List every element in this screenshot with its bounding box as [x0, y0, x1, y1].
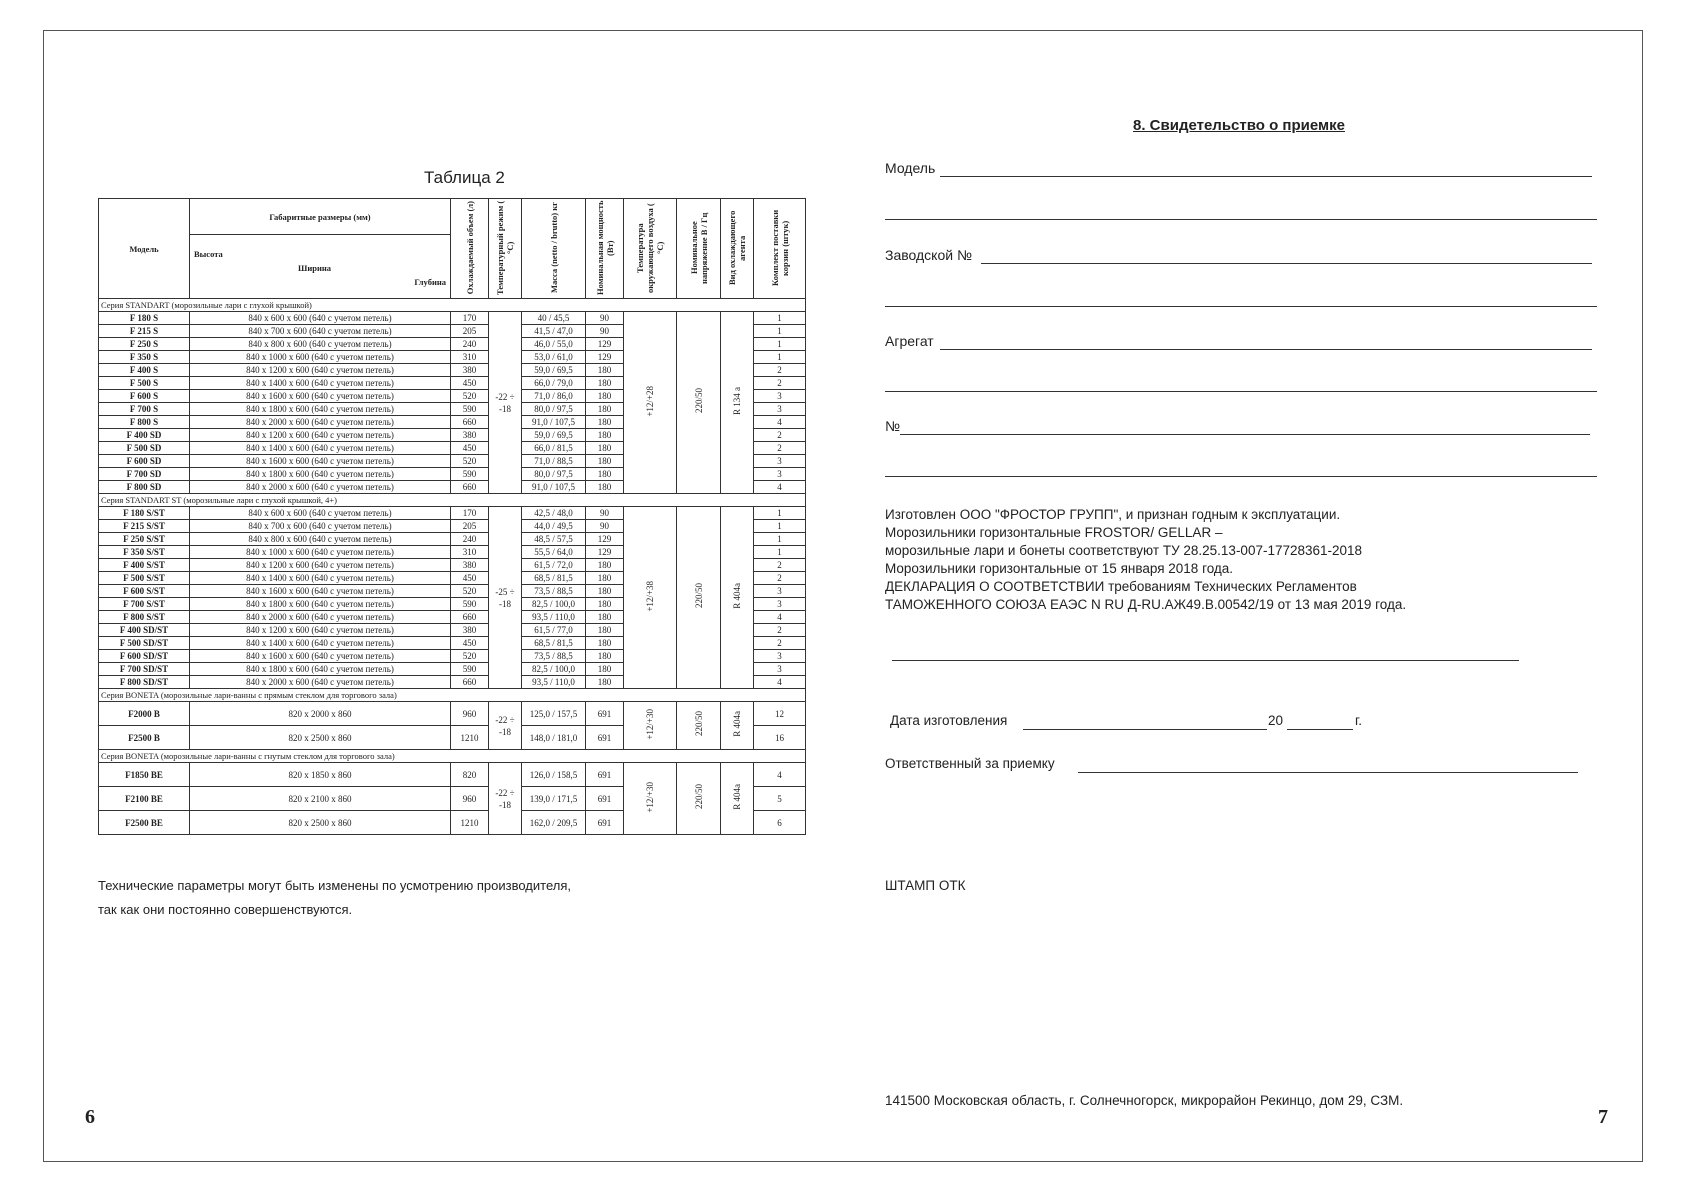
- dims-cell: 840 х 1600 х 600 (640 с учетом петель): [190, 585, 451, 598]
- conformity-line: ДЕКЛАРАЦИЯ О СООТВЕТСТВИИ требованиям Технических Регламентов: [885, 579, 1357, 594]
- power-cell: 90: [586, 325, 624, 338]
- volume-cell: 450: [451, 572, 489, 585]
- volume-cell: 960: [451, 702, 489, 726]
- model-cell: F 600 S/ST: [99, 585, 190, 598]
- mass-cell: 126,0 / 158,5: [522, 763, 586, 787]
- baskets-cell: 1: [754, 520, 806, 533]
- voltage-cell: [677, 702, 721, 750]
- model-cell: F1850 BE: [99, 763, 190, 787]
- dims-cell: 840 х 600 х 600 (640 с учетом петель): [190, 312, 451, 325]
- voltage-cell: [677, 312, 721, 494]
- header-volume: Охлаждаемый объем (л): [451, 199, 489, 299]
- power-cell: 180: [586, 429, 624, 442]
- dims-cell: 840 х 1400 х 600 (640 с учетом петель): [190, 442, 451, 455]
- dims-cell: 840 х 1200 х 600 (640 с учетом петель): [190, 364, 451, 377]
- baskets-cell: 1: [754, 351, 806, 364]
- baskets-cell: 3: [754, 455, 806, 468]
- dims-cell: 820 х 1850 х 860: [190, 763, 451, 787]
- volume-cell: 660: [451, 416, 489, 429]
- date-year-prefix: 20: [1268, 713, 1284, 728]
- mass-cell: 61,5 / 77,0: [522, 624, 586, 637]
- refrigerant-cell: [721, 702, 754, 750]
- power-cell: 180: [586, 403, 624, 416]
- power-cell: 180: [586, 455, 624, 468]
- temp-mode-cell: -22 ÷ -18: [489, 763, 522, 835]
- dims-cell: 840 х 800 х 600 (640 с учетом петель): [190, 338, 451, 351]
- dims-cell: 840 х 1200 х 600 (640 с учетом петель): [190, 624, 451, 637]
- header-voltage: Номинальное напряжение В / Гц: [677, 199, 721, 299]
- volume-cell: 240: [451, 533, 489, 546]
- header-power: Номинальная мощность (Вт): [586, 199, 624, 299]
- volume-cell: 450: [451, 442, 489, 455]
- series-title: Серия BONETA (морозильные лари-ванны с гнутым стеклом для торгового зала): [99, 750, 806, 763]
- volume-cell: 590: [451, 468, 489, 481]
- baskets-cell: 6: [754, 811, 806, 835]
- header-dims-sub: [190, 235, 451, 299]
- volume-cell: 520: [451, 585, 489, 598]
- volume-cell: 170: [451, 507, 489, 520]
- refrigerant-value: R 134 a: [732, 387, 742, 415]
- model-cell: F2100 BE: [99, 787, 190, 811]
- note-line-1: Технические параметры могут быть изменены по усмотрению производителя,: [98, 878, 571, 893]
- temp-mode-cell: -22 ÷ -18: [489, 702, 522, 750]
- volume-cell: 380: [451, 624, 489, 637]
- power-cell: 691: [586, 702, 624, 726]
- dims-cell: 840 х 1600 х 600 (640 с учетом петель): [190, 455, 451, 468]
- model-cell: F 250 S: [99, 338, 190, 351]
- voltage-cell: [677, 763, 721, 835]
- dims-cell: 840 х 2000 х 600 (640 с учетом петель): [190, 676, 451, 689]
- ambient-value: +12/+30: [645, 781, 655, 813]
- blank-line-5: [892, 660, 1519, 661]
- power-cell: 180: [586, 559, 624, 572]
- model-cell: F 700 SD: [99, 468, 190, 481]
- table-row: [99, 312, 806, 325]
- baskets-cell: 5: [754, 787, 806, 811]
- model-cell: F 700 SD/ST: [99, 663, 190, 676]
- power-cell: 691: [586, 763, 624, 787]
- dims-cell: 840 х 1400 х 600 (640 с учетом петель): [190, 572, 451, 585]
- baskets-cell: 16: [754, 726, 806, 750]
- mass-cell: 48,5 / 57,5: [522, 533, 586, 546]
- dims-cell: 840 х 1800 х 600 (640 с учетом петель): [190, 598, 451, 611]
- mass-cell: 80,0 / 97,5: [522, 403, 586, 416]
- refrigerant-value: R 404a: [732, 583, 742, 609]
- power-cell: 180: [586, 637, 624, 650]
- model-cell: F 800 S: [99, 416, 190, 429]
- mass-cell: 66,0 / 79,0: [522, 377, 586, 390]
- blank-line-1: [885, 219, 1597, 220]
- unit-line: [940, 349, 1592, 350]
- dims-cell: 840 х 700 х 600 (640 с учетом петель): [190, 520, 451, 533]
- volume-cell: 660: [451, 481, 489, 494]
- series-header-row: [99, 689, 806, 702]
- serial-line: [981, 263, 1592, 264]
- volume-cell: 960: [451, 787, 489, 811]
- model-cell: F 400 SD/ST: [99, 624, 190, 637]
- volume-cell: 1210: [451, 811, 489, 835]
- dims-cell: 840 х 800 х 600 (640 с учетом петель): [190, 533, 451, 546]
- model-cell: F 400 S/ST: [99, 559, 190, 572]
- responsible-line: [1078, 772, 1578, 773]
- note-line-2: так как они постоянно совершенствуются.: [98, 902, 353, 917]
- baskets-cell: 1: [754, 338, 806, 351]
- volume-cell: 590: [451, 403, 489, 416]
- dims-cell: 820 х 2500 х 860: [190, 726, 451, 750]
- volume-cell: 380: [451, 429, 489, 442]
- refrigerant-value: R 404a: [732, 711, 742, 737]
- baskets-cell: 2: [754, 429, 806, 442]
- series-title: Серия STANDART ST (морозильные лари с глухой крышкой, 4+): [99, 494, 806, 507]
- dims-cell: 840 х 1800 х 600 (640 с учетом петель): [190, 468, 451, 481]
- series-header-row: [99, 494, 806, 507]
- conformity-line: ТАМОЖЕННОГО СОЮЗА ЕАЭС N RU Д-RU.АЖ49.В.00542/19 от 13 мая 2019 года.: [885, 597, 1407, 612]
- power-cell: 180: [586, 650, 624, 663]
- mass-cell: 59,0 / 69,5: [522, 364, 586, 377]
- mass-cell: 68,5 / 81,5: [522, 572, 586, 585]
- ambient-value: +12/+28: [645, 385, 655, 417]
- header-refrigerant: Вид охлаждающего агента: [721, 199, 754, 299]
- dims-cell: 840 х 1200 х 600 (640 с учетом петель): [190, 559, 451, 572]
- power-cell: 180: [586, 572, 624, 585]
- mass-cell: 91,0 / 107,5: [522, 481, 586, 494]
- power-cell: 180: [586, 481, 624, 494]
- baskets-cell: 2: [754, 572, 806, 585]
- mass-cell: 42,5 / 48,0: [522, 507, 586, 520]
- date-line: [1023, 729, 1267, 730]
- table-row: [99, 702, 806, 726]
- model-cell: F 600 SD: [99, 455, 190, 468]
- model-cell: F2000 B: [99, 702, 190, 726]
- model-line: [940, 176, 1592, 177]
- model-cell: F 350 S/ST: [99, 546, 190, 559]
- volume-cell: 450: [451, 377, 489, 390]
- volume-cell: 380: [451, 559, 489, 572]
- spec-table: [98, 198, 806, 835]
- conformity-line: Изготовлен ООО "ФРОСТОР ГРУПП", и признан годным к эксплуатации.: [885, 507, 1341, 522]
- page-number-left: 6: [85, 1106, 95, 1128]
- header-depth: Глубина: [414, 277, 446, 287]
- model-cell: F 400 S: [99, 364, 190, 377]
- mass-cell: 40 / 45,5: [522, 312, 586, 325]
- baskets-cell: 4: [754, 763, 806, 787]
- volume-cell: 380: [451, 364, 489, 377]
- ambient-cell: [624, 763, 677, 835]
- baskets-cell: 2: [754, 624, 806, 637]
- header-dims: Габаритные размеры (мм): [190, 199, 451, 235]
- blank-line-2: [885, 306, 1597, 307]
- baskets-cell: 1: [754, 312, 806, 325]
- baskets-cell: 4: [754, 676, 806, 689]
- header-height: Высота: [194, 249, 223, 259]
- baskets-cell: 2: [754, 377, 806, 390]
- volume-cell: 820: [451, 763, 489, 787]
- dims-cell: 840 х 1400 х 600 (640 с учетом петель): [190, 637, 451, 650]
- conformity-text: [885, 506, 1406, 614]
- mass-cell: 53,0 / 61,0: [522, 351, 586, 364]
- power-cell: 180: [586, 442, 624, 455]
- dims-cell: 840 х 1800 х 600 (640 с учетом петель): [190, 403, 451, 416]
- acceptance-title: 8. Свидетельство о приемке: [1133, 117, 1345, 134]
- baskets-cell: 4: [754, 416, 806, 429]
- volume-cell: 590: [451, 663, 489, 676]
- power-cell: 129: [586, 533, 624, 546]
- model-cell: F 600 S: [99, 390, 190, 403]
- temp-mode-cell: -25 ÷ -18: [489, 507, 522, 689]
- ambient-cell: [624, 507, 677, 689]
- baskets-cell: 3: [754, 598, 806, 611]
- series-title: Серия STANDART (морозильные лари с глухой крышкой): [99, 299, 806, 312]
- dims-cell: 840 х 2000 х 600 (640 с учетом петель): [190, 611, 451, 624]
- model-cell: F 215 S: [99, 325, 190, 338]
- power-cell: 180: [586, 364, 624, 377]
- power-cell: 129: [586, 546, 624, 559]
- table-row: [99, 507, 806, 520]
- model-cell: F 500 S: [99, 377, 190, 390]
- page-number-right: 7: [1598, 1106, 1608, 1128]
- voltage-value: 220/50: [693, 784, 704, 810]
- baskets-cell: 1: [754, 533, 806, 546]
- baskets-cell: 12: [754, 702, 806, 726]
- power-cell: 691: [586, 787, 624, 811]
- mass-cell: 71,0 / 86,0: [522, 390, 586, 403]
- dims-cell: 840 х 1000 х 600 (640 с учетом петель): [190, 546, 451, 559]
- mass-cell: 55,5 / 64,0: [522, 546, 586, 559]
- unit-label: Агрегат: [885, 333, 934, 349]
- model-label: Модель: [885, 160, 936, 176]
- baskets-cell: 3: [754, 390, 806, 403]
- power-cell: 180: [586, 624, 624, 637]
- power-cell: 180: [586, 598, 624, 611]
- mass-cell: 68,5 / 81,5: [522, 637, 586, 650]
- power-cell: 180: [586, 611, 624, 624]
- mass-cell: 44,0 / 49,5: [522, 520, 586, 533]
- dims-cell: 840 х 1800 х 600 (640 с учетом петель): [190, 663, 451, 676]
- volume-cell: 660: [451, 676, 489, 689]
- mass-cell: 46,0 / 55,0: [522, 338, 586, 351]
- series-header-row: [99, 750, 806, 763]
- mass-cell: 82,5 / 100,0: [522, 598, 586, 611]
- power-cell: 180: [586, 676, 624, 689]
- model-cell: F 250 S/ST: [99, 533, 190, 546]
- power-cell: 180: [586, 416, 624, 429]
- dims-cell: 840 х 1400 х 600 (640 с учетом петель): [190, 377, 451, 390]
- table-row: [99, 763, 806, 787]
- mass-cell: 71,0 / 88,5: [522, 455, 586, 468]
- model-cell: F 600 SD/ST: [99, 650, 190, 663]
- volume-cell: 590: [451, 598, 489, 611]
- baskets-cell: 1: [754, 507, 806, 520]
- model-cell: F2500 B: [99, 726, 190, 750]
- model-cell: F 500 S/ST: [99, 572, 190, 585]
- model-cell: F 500 SD/ST: [99, 637, 190, 650]
- model-cell: F 500 SD: [99, 442, 190, 455]
- volume-cell: 450: [451, 637, 489, 650]
- mass-cell: 66,0 / 81,5: [522, 442, 586, 455]
- volume-cell: 240: [451, 338, 489, 351]
- mass-cell: 82,5 / 100,0: [522, 663, 586, 676]
- conformity-line: Морозильники горизонтальные FROSTOR/ GELLAR –: [885, 525, 1223, 540]
- power-cell: 180: [586, 585, 624, 598]
- conformity-line: Морозильники горизонтальные от 15 января 2018 года.: [885, 561, 1234, 576]
- header-width: Ширина: [298, 263, 332, 273]
- mass-cell: 148,0 / 181,0: [522, 726, 586, 750]
- power-cell: 129: [586, 351, 624, 364]
- volume-cell: 170: [451, 312, 489, 325]
- ambient-value: +12/+38: [645, 580, 655, 612]
- dims-cell: 840 х 1200 х 600 (640 с учетом петель): [190, 429, 451, 442]
- mass-cell: 139,0 / 171,5: [522, 787, 586, 811]
- date-label: Дата изготовления: [890, 713, 1008, 728]
- serial-label: Заводской №: [885, 247, 972, 263]
- baskets-cell: 2: [754, 442, 806, 455]
- volume-cell: 310: [451, 546, 489, 559]
- mass-cell: 91,0 / 107,5: [522, 416, 586, 429]
- dims-cell: 840 х 700 х 600 (640 с учетом петель): [190, 325, 451, 338]
- baskets-cell: 4: [754, 481, 806, 494]
- number-label: №: [885, 418, 901, 434]
- dims-cell: 840 х 2000 х 600 (640 с учетом петель): [190, 481, 451, 494]
- model-cell: F 700 S/ST: [99, 598, 190, 611]
- volume-cell: 520: [451, 390, 489, 403]
- model-cell: F 800 SD: [99, 481, 190, 494]
- baskets-cell: 3: [754, 468, 806, 481]
- model-cell: F 180 S/ST: [99, 507, 190, 520]
- ambient-cell: [624, 702, 677, 750]
- model-cell: F 800 S/ST: [99, 611, 190, 624]
- refrigerant-cell: [721, 763, 754, 835]
- table-caption: Таблица 2: [424, 168, 505, 187]
- address: 141500 Московская область, г. Солнечногорск, микрорайон Рекинцо, дом 29, СЗМ.: [885, 1093, 1404, 1108]
- mass-cell: 61,5 / 72,0: [522, 559, 586, 572]
- series-header-row: [99, 299, 806, 312]
- ambient-cell: [624, 312, 677, 494]
- refrigerant-cell: [721, 507, 754, 689]
- power-cell: 90: [586, 520, 624, 533]
- mass-cell: 73,5 / 88,5: [522, 585, 586, 598]
- dims-cell: 820 х 2500 х 860: [190, 811, 451, 835]
- volume-cell: 520: [451, 455, 489, 468]
- model-cell: F 400 SD: [99, 429, 190, 442]
- mass-cell: 162,0 / 209,5: [522, 811, 586, 835]
- mass-cell: 93,5 / 110,0: [522, 676, 586, 689]
- baskets-cell: 2: [754, 637, 806, 650]
- mass-cell: 41,5 / 47,0: [522, 325, 586, 338]
- power-cell: 691: [586, 726, 624, 750]
- number-line: [900, 434, 1590, 435]
- date-year-suffix: г.: [1355, 713, 1363, 728]
- volume-cell: 520: [451, 650, 489, 663]
- mass-cell: 73,5 / 88,5: [522, 650, 586, 663]
- header-temp-mode: Температурный режим ( °С): [489, 199, 522, 299]
- power-cell: 180: [586, 663, 624, 676]
- mass-cell: 125,0 / 157,5: [522, 702, 586, 726]
- mass-cell: 80,0 / 97,5: [522, 468, 586, 481]
- responsible-label: Ответственный за приемку: [885, 756, 1055, 771]
- volume-cell: 205: [451, 325, 489, 338]
- power-cell: 90: [586, 312, 624, 325]
- baskets-cell: 3: [754, 650, 806, 663]
- dims-cell: 840 х 1600 х 600 (640 с учетом петель): [190, 390, 451, 403]
- header-model: Модель: [99, 199, 190, 299]
- dims-cell: 840 х 2000 х 600 (640 с учетом петель): [190, 416, 451, 429]
- model-cell: F 180 S: [99, 312, 190, 325]
- baskets-cell: 2: [754, 364, 806, 377]
- baskets-cell: 1: [754, 546, 806, 559]
- mass-cell: 93,5 / 110,0: [522, 611, 586, 624]
- refrigerant-cell: [721, 312, 754, 494]
- power-cell: 180: [586, 377, 624, 390]
- blank-line-4: [885, 476, 1597, 477]
- dims-cell: 820 х 2000 х 860: [190, 702, 451, 726]
- model-cell: F 700 S: [99, 403, 190, 416]
- baskets-cell: 3: [754, 663, 806, 676]
- voltage-value: 220/50: [693, 583, 704, 609]
- dims-cell: 840 х 1600 х 600 (640 с учетом петель): [190, 650, 451, 663]
- baskets-cell: 3: [754, 585, 806, 598]
- header-mass: Масса (netto / brutto) кг: [522, 199, 586, 299]
- year-line: [1287, 729, 1353, 730]
- model-cell: F 800 SD/ST: [99, 676, 190, 689]
- header-ambient: Температура окружающего воздуха ( °С): [624, 199, 677, 299]
- model-cell: F2500 BE: [99, 811, 190, 835]
- power-cell: 180: [586, 390, 624, 403]
- header-baskets: Комплект поставки корзин (штук): [754, 199, 806, 299]
- volume-cell: 1210: [451, 726, 489, 750]
- refrigerant-value: R 404a: [732, 784, 742, 810]
- volume-cell: 205: [451, 520, 489, 533]
- voltage-cell: [677, 507, 721, 689]
- dims-cell: 840 х 1000 х 600 (640 с учетом петель): [190, 351, 451, 364]
- baskets-cell: 2: [754, 559, 806, 572]
- blank-line-3: [885, 391, 1597, 392]
- conformity-line: морозильные лари и бонеты соответствуют ТУ 28.25.13-007-17728361-2018: [885, 543, 1363, 558]
- volume-cell: 310: [451, 351, 489, 364]
- baskets-cell: 4: [754, 611, 806, 624]
- stamp-label: ШТАМП ОТК: [885, 878, 966, 893]
- baskets-cell: 1: [754, 325, 806, 338]
- baskets-cell: 3: [754, 403, 806, 416]
- power-cell: 90: [586, 507, 624, 520]
- power-cell: 691: [586, 811, 624, 835]
- model-cell: F 215 S/ST: [99, 520, 190, 533]
- power-cell: 129: [586, 338, 624, 351]
- voltage-value: 220/50: [693, 711, 704, 737]
- ambient-value: +12/+30: [645, 708, 655, 740]
- power-cell: 180: [586, 468, 624, 481]
- series-title: Серия BONETA (морозильные лари-ванны с прямым стеклом для торгового зала): [99, 689, 806, 702]
- model-cell: F 350 S: [99, 351, 190, 364]
- volume-cell: 660: [451, 611, 489, 624]
- mass-cell: 59,0 / 69,5: [522, 429, 586, 442]
- temp-mode-cell: -22 ÷ -18: [489, 312, 522, 494]
- voltage-value: 220/50: [693, 388, 704, 414]
- dims-cell: 820 х 2100 х 860: [190, 787, 451, 811]
- dims-cell: 840 х 600 х 600 (640 с учетом петель): [190, 507, 451, 520]
